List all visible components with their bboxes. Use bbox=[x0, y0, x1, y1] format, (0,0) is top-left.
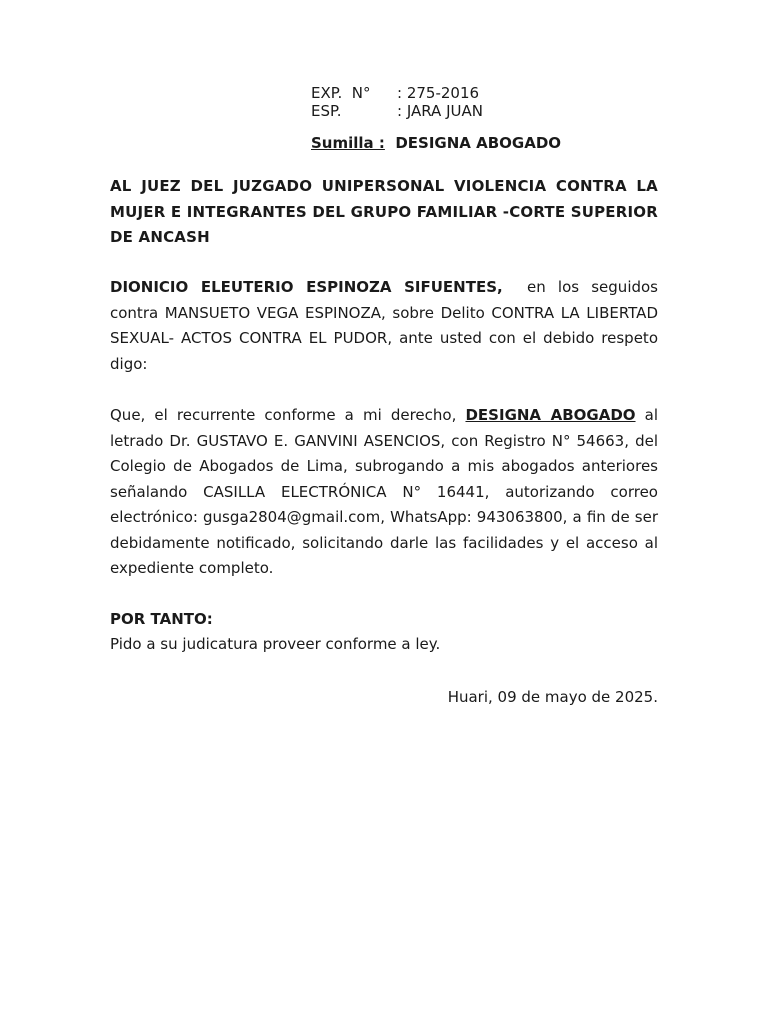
esp-label: ESP. bbox=[311, 102, 342, 120]
addressee: AL JUEZ DEL JUZGADO UNIPERSONAL VIOLENCIA CONTRA LA MUJER E INTEGRANTES DEL GRUPO FAMILIAR -CORTE SUPERIOR DE ANCASH bbox=[110, 177, 658, 246]
paragraph-introduction-text: en los seguidos contra MANSUETO VEGA ESPINOZA, sobre Delito CONTRA LA LIBERTAD SEXUAL- ACTOS CONTRA EL PUDOR, ante usted con el debido respeto digo: bbox=[110, 278, 658, 373]
exp-value: : 275-2016 bbox=[397, 84, 480, 102]
paragraph-designation bbox=[110, 403, 658, 582]
esp-value: : JARA JUAN bbox=[397, 102, 483, 120]
petitioner-name: DIONICIO ELEUTERIO ESPINOZA SIFUENTES, bbox=[110, 278, 503, 296]
date-line: Huari, 09 de mayo de 2025. bbox=[447, 688, 658, 706]
paragraph-designation-intro: Que, el recurrente conforme a mi derecho, bbox=[110, 406, 457, 424]
case-header bbox=[311, 84, 483, 120]
sumilla-line bbox=[311, 133, 561, 153]
exp-label: EXP. N° bbox=[311, 84, 371, 102]
por-tanto-heading: POR TANTO: bbox=[110, 610, 213, 628]
closing-request: Pido a su judicatura proveer conforme a ley. bbox=[110, 635, 441, 653]
designation-emphasis: DESIGNA ABOGADO bbox=[465, 406, 636, 424]
esp-row bbox=[311, 102, 483, 120]
sumilla-value: DESIGNA ABOGADO bbox=[395, 134, 562, 152]
paragraph-designation-text: al letrado Dr. GUSTAVO E. GANVINI ASENCIOS, con Registro N° 54663, del Colegio de Abogados de Lima, subrogando a mis abogados anteriores señalando CASILLA ELECTRÓNICA N° 16441, autorizando correo electrónico: gusga2804@gmail.com, WhatsApp: 943063800, a fin de ser debidamente notificado, solicitando darle las facilidades y el acceso al expediente completo. bbox=[110, 406, 658, 577]
sumilla-label: Sumilla : bbox=[311, 134, 385, 152]
paragraph-introduction bbox=[110, 275, 658, 377]
exp-row bbox=[311, 84, 483, 102]
